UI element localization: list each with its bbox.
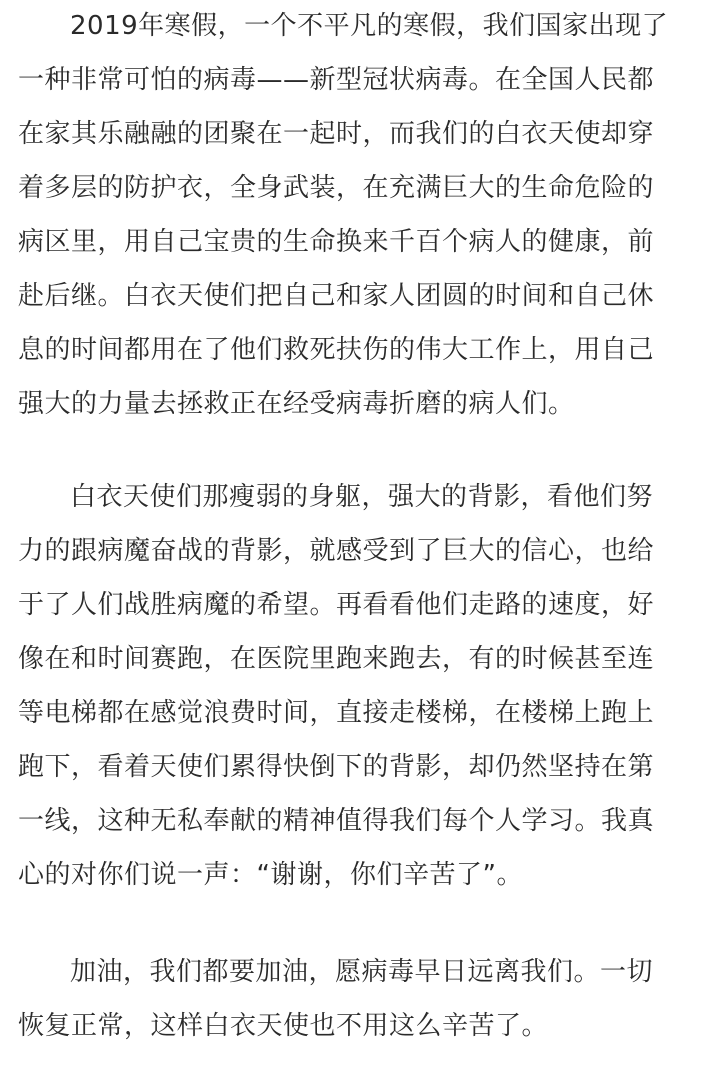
paragraph-1-line-4: 着多层的防护衣，全身武装，在充满巨大的生命危险的 bbox=[18, 173, 655, 203]
paragraph-2-line-6: 跑下，看着天使们累得快倒下的背影，却仍然坚持在第 bbox=[18, 752, 655, 782]
paragraph-2-line-8: 心的对你们说一声：“谢谢，你们辛苦了”。 bbox=[18, 860, 523, 890]
paragraph-2-line-2: 力的跟病魔奋战的背影，就感受到了巨大的信心，也给 bbox=[18, 536, 655, 566]
paragraph-1-line-8: 强大的力量去拯救正在经受病毒折磨的病人们。 bbox=[18, 389, 575, 419]
paragraph-1-line-5: 病区里，用自己宝贵的生命换来千百个病人的健康，前 bbox=[18, 227, 655, 257]
paragraph-2-line-1: 白衣天使们那瘦弱的身躯，强大的背影，看他们努 bbox=[70, 482, 654, 512]
paragraph-1-line-7: 息的时间都用在了他们救死扶伤的伟大工作上，用自己 bbox=[18, 335, 655, 365]
paragraph-3-line-1: 加油，我们都要加油，愿病毒早日远离我们。一切 bbox=[70, 957, 654, 987]
paragraph-2-line-7: 一线，这种无私奉献的精神值得我们每个人学习。我真 bbox=[18, 806, 655, 836]
paragraph-3-line-2: 恢复正常，这样白衣天使也不用这么辛苦了。 bbox=[18, 1011, 549, 1041]
paragraph-2-line-4: 像在和时间赛跑，在医院里跑来跑去，有的时候甚至连 bbox=[18, 644, 655, 674]
paragraph-1-line-3: 在家其乐融融的团聚在一起时，而我们的白衣天使却穿 bbox=[18, 119, 655, 149]
paragraph-2-line-3: 于了人们战胜病魔的希望。再看看他们走路的速度，好 bbox=[18, 590, 655, 620]
paragraph-1-line-6: 赴后继。白衣天使们把自己和家人团圆的时间和自己休 bbox=[18, 281, 655, 311]
paragraph-2-line-5: 等电梯都在感觉浪费时间，直接走楼梯，在楼梯上跑上 bbox=[18, 698, 655, 728]
paragraph-1-line-2: 一种非常可怕的病毒——新型冠状病毒。在全国人民都 bbox=[18, 65, 655, 95]
paragraph-1-line-1: 2019年寒假，一个不平凡的寒假，我们国家出现了 bbox=[70, 11, 669, 41]
